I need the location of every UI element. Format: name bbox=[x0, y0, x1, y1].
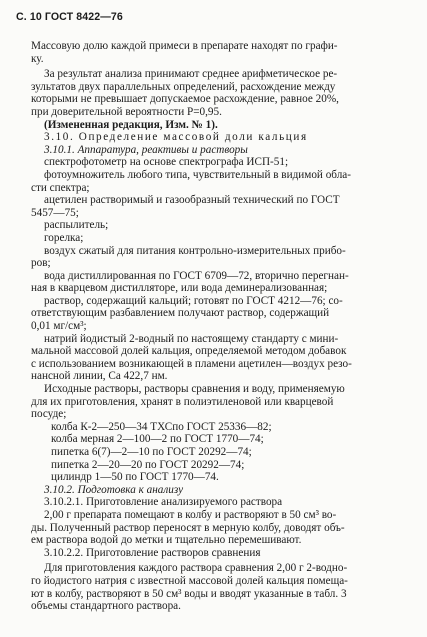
text-line: За результат анализа принимают среднее арифметическое ре- bbox=[44, 68, 338, 81]
text-line: для их приготовления, хранят в полиэтиленовой или кварцевой bbox=[31, 395, 334, 408]
text-line: ная в кварцевом дистилляторе, или вода деминерализованная; bbox=[31, 282, 328, 295]
subsection-heading: 3.10.2. Подготовка к анализу bbox=[44, 483, 184, 496]
text-line: ды. Полученный раствор переносят в мерную колбу, доводят объ- bbox=[31, 521, 345, 534]
text-line: 0,01 мг/см³; bbox=[31, 320, 87, 333]
text-line: 5457—75; bbox=[31, 206, 79, 219]
equipment-item: пипетка 6(7)—2—10 по ГОСТ 20292—74; bbox=[51, 446, 252, 458]
subsection-heading: 3.10.2.2. Приготовление растворов сравнения bbox=[44, 546, 261, 559]
text-line: воздух сжатый для питания контрольно-измерительных прибо- bbox=[44, 244, 346, 257]
text-line: раствор, содержащий кальций; готовят по ГОСТ 4212—76; со- bbox=[44, 294, 343, 307]
subsection-heading: 3.10.1. Аппаратура, реактивы и растворы bbox=[44, 143, 248, 156]
text-line: посуде; bbox=[31, 408, 67, 421]
equipment-item: цилиндр 1—50 по ГОСТ 1770—74. bbox=[51, 471, 219, 484]
text-line: распылитель; bbox=[44, 219, 109, 232]
text-line: спектрофотометр на основе спектрографа ИСП-51; bbox=[44, 156, 289, 169]
text-line: объемы стандартного раствора. bbox=[31, 600, 181, 613]
text-line: ют в колбу, растворяют в 50 см³ воды и вводят указанные в табл. 3 bbox=[31, 587, 347, 600]
text-line: ем раствора водой до метки и тщательно перемешивают. bbox=[31, 534, 302, 547]
text-line: которыми не превышает допускаемое расхождение, равное 20%, bbox=[31, 93, 339, 106]
text-line: Исходные растворы, растворы сравнения и воду, применяемую bbox=[44, 383, 345, 396]
amendment-note: (Измененная редакция, Изм. № 1). bbox=[44, 118, 218, 131]
text-line: горелка; bbox=[44, 231, 84, 244]
document-body bbox=[31, 40, 398, 613]
text-line: сти спектра; bbox=[31, 181, 90, 194]
text-line: мальной массовой долей кальция, определяемой методом добавок bbox=[31, 345, 347, 358]
text-line: ацетилен растворимый и газообразный технический по ГОСТ bbox=[44, 194, 340, 207]
text-line: ку. bbox=[31, 52, 44, 65]
text-line: с использованием возникающей в пламени ацетилен—воздух резо- bbox=[31, 357, 352, 370]
text-line: зультатов двух параллельных определений, расхождение между bbox=[31, 80, 336, 93]
text-line: при доверительной вероятности P=0,95. bbox=[31, 105, 222, 118]
text-line: ответствующим разбавлением получают раствор, содержащий bbox=[31, 307, 330, 320]
text-line: го йодистого натрия с известной массовой долей кальция помеща- bbox=[31, 574, 348, 587]
text-line: нансной линии, Ca 422,7 нм. bbox=[31, 370, 168, 383]
text-line: 2,00 г препарата помещают в колбу и растворяют в 50 см³ во- bbox=[44, 508, 337, 521]
subsection-heading: 3.10.2.1. Приготовление анализируемого раствора bbox=[44, 496, 283, 509]
section-heading: 3.10. Определение массовой доли кальция bbox=[44, 131, 308, 144]
equipment-item: пипетка 2—20—20 по ГОСТ 20292—74; bbox=[51, 458, 245, 471]
text-line: вода дистиллированная по ГОСТ 6709—72, вторично перегнан- bbox=[44, 269, 349, 282]
page-header: С. 10 ГОСТ 8422—76 bbox=[16, 11, 123, 23]
text-line: Массовую долю каждой примеси в препарате находят по графи- bbox=[31, 40, 338, 52]
equipment-item: колба мерная 2—100—2 по ГОСТ 1770—74; bbox=[51, 433, 264, 446]
text-line: фотоумножитель любого типа, чувствительный в видимой обла- bbox=[44, 168, 351, 181]
text-line: ров; bbox=[31, 257, 51, 270]
text-line: натрий йодистый 2-водный по настоящему стандарту с мини- bbox=[44, 332, 339, 345]
equipment-item: колба К-2—250—34 ТХСпо ГОСТ 25336—82; bbox=[51, 420, 272, 433]
text-line: Для приготовления каждого раствора сравнения 2,00 г 2-водно- bbox=[44, 562, 348, 575]
